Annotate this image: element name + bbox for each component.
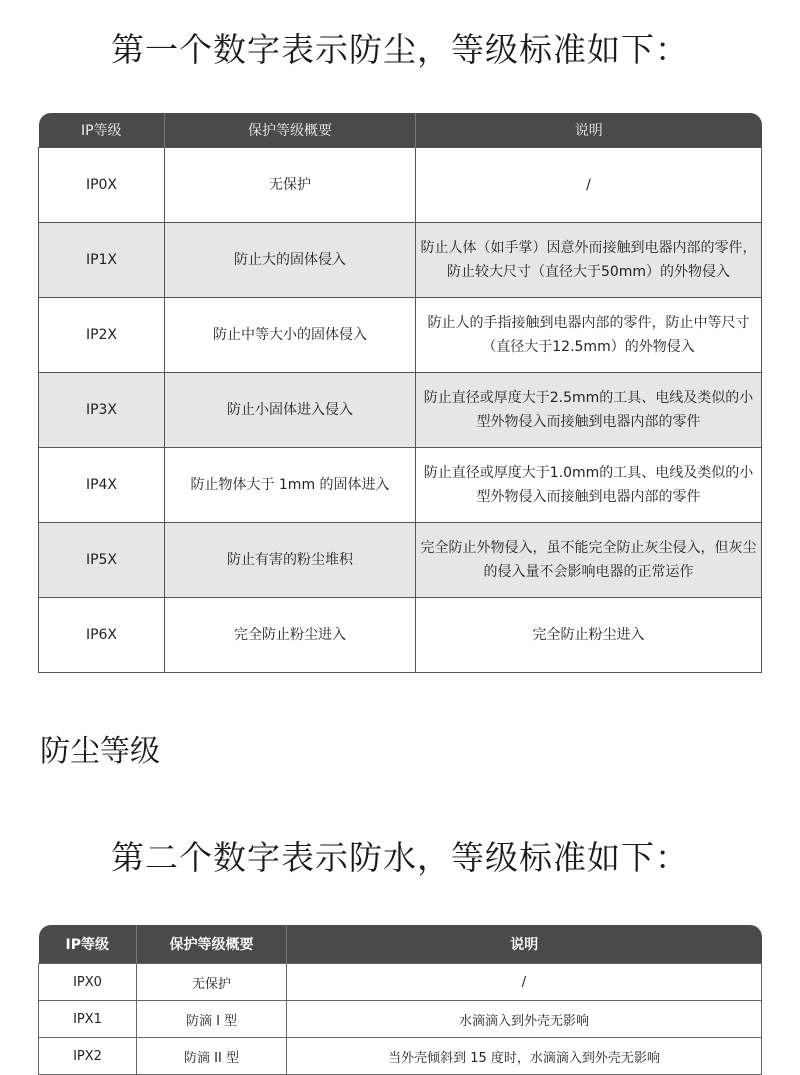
cell-level: IP1X	[39, 223, 165, 298]
table-row	[39, 148, 762, 223]
cell-description: /	[287, 964, 762, 1001]
cell-description: 当外壳倾斜到 15 度时，水滴滴入到外壳无影响	[287, 1038, 762, 1075]
header-ip-level: IP等级	[39, 113, 165, 148]
cell-level: IP0X	[39, 148, 165, 223]
cell-description: 防止人的手指接触到电器内部的零件，防止中等尺寸（直径大于12.5mm）的外物侵入	[416, 298, 762, 373]
header-summary: 保护等级概要	[165, 113, 416, 148]
header-description: 说明	[416, 113, 762, 148]
water-section-heading: 第二个数字表示防水，等级标准如下：	[111, 838, 689, 877]
table-header-row	[39, 113, 762, 148]
cell-level: IP5X	[39, 523, 165, 598]
cell-description: 防止人体（如手掌）因意外而接触到电器内部的零件，防止较大尺寸（直径大于50mm）的外物侵入	[416, 223, 762, 298]
cell-summary: 防滴 II 型	[137, 1038, 287, 1075]
header-summary: 保护等级概要	[137, 925, 287, 964]
table-row	[39, 1038, 762, 1075]
table-row	[39, 523, 762, 598]
table-row	[39, 298, 762, 373]
cell-level: IPX0	[39, 964, 137, 1001]
cell-summary: 防滴 I 型	[137, 1001, 287, 1038]
cell-description: /	[416, 148, 762, 223]
table-row	[39, 598, 762, 673]
cell-summary: 防止物体大于 1mm 的固体进入	[165, 448, 416, 523]
cell-description: 防止直径或厚度大于1.0mm的工具、电线及类似的小型外物侵入而接触到电器内部的零件	[416, 448, 762, 523]
table-row	[39, 964, 762, 1001]
dust-rating-table	[38, 113, 762, 673]
dust-rating-caption: 防尘等级	[40, 734, 160, 769]
header-ip-level: IP等级	[39, 925, 137, 964]
table-row	[39, 223, 762, 298]
cell-summary: 防止有害的粉尘堆积	[165, 523, 416, 598]
table-row	[39, 1001, 762, 1038]
table-row	[39, 448, 762, 523]
cell-level: IPX2	[39, 1038, 137, 1075]
cell-description: 完全防止外物侵入，虽不能完全防止灰尘侵入，但灰尘的侵入量不会影响电器的正常运作	[416, 523, 762, 598]
cell-summary: 防止大的固体侵入	[165, 223, 416, 298]
header-description: 说明	[287, 925, 762, 964]
cell-summary: 无保护	[137, 964, 287, 1001]
dust-section-heading: 第一个数字表示防尘，等级标准如下：	[111, 30, 689, 69]
cell-level: IP3X	[39, 373, 165, 448]
cell-summary: 防止中等大小的固体侵入	[165, 298, 416, 373]
cell-summary: 完全防止粉尘进入	[165, 598, 416, 673]
cell-description: 防止直径或厚度大于2.5mm的工具、电线及类似的小型外物侵入而接触到电器内部的零件	[416, 373, 762, 448]
water-rating-table	[38, 925, 762, 1075]
cell-level: IP6X	[39, 598, 165, 673]
cell-description: 水滴滴入到外壳无影响	[287, 1001, 762, 1038]
cell-summary: 防止小固体进入侵入	[165, 373, 416, 448]
cell-level: IP4X	[39, 448, 165, 523]
table-row	[39, 373, 762, 448]
cell-level: IPX1	[39, 1001, 137, 1038]
cell-level: IP2X	[39, 298, 165, 373]
cell-summary: 无保护	[165, 148, 416, 223]
table-header-row	[39, 925, 762, 964]
cell-description: 完全防止粉尘进入	[416, 598, 762, 673]
